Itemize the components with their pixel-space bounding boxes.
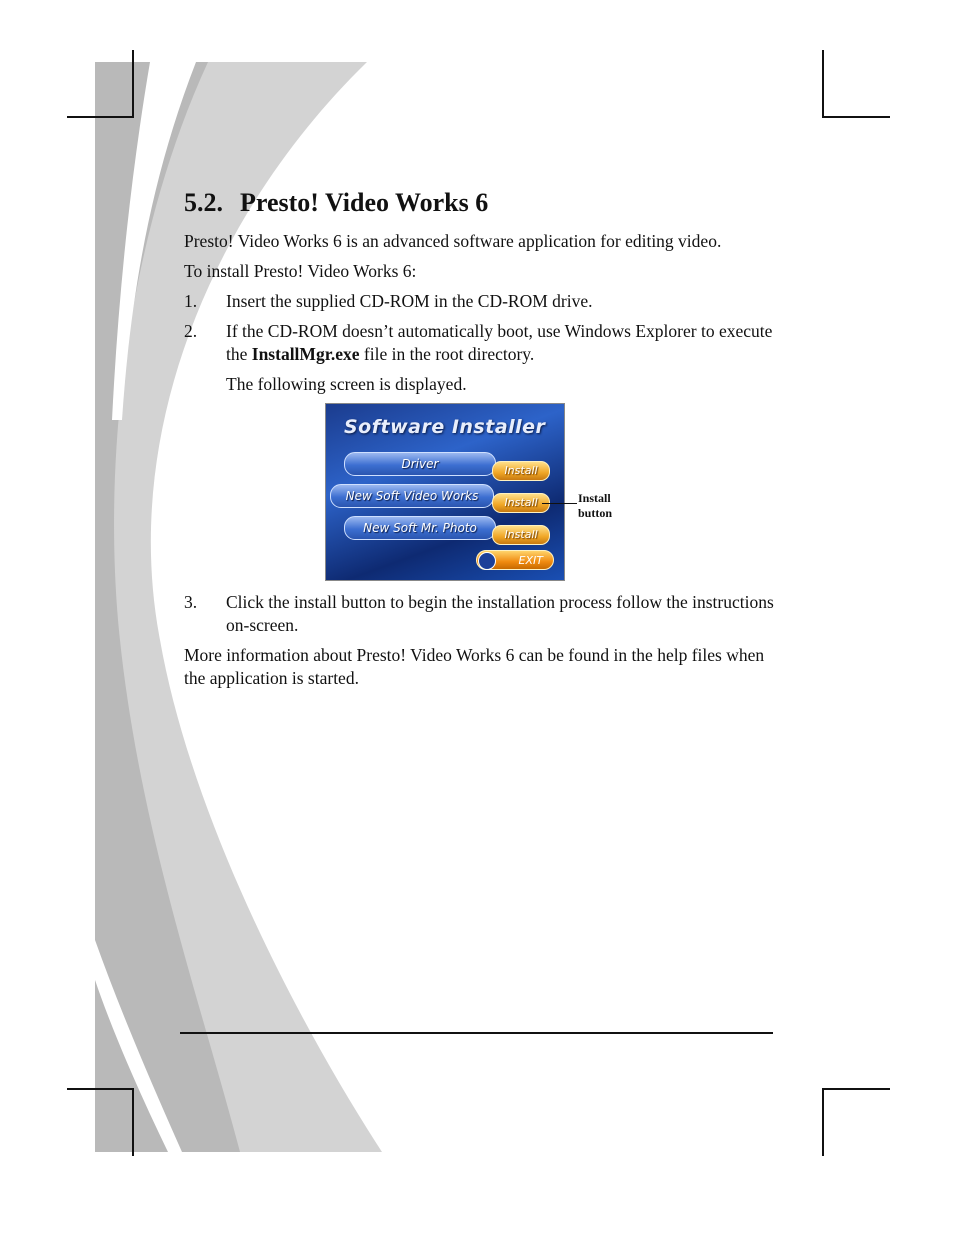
screen-note: The following screen is displayed. [226, 374, 467, 394]
page-content [184, 186, 774, 697]
crop-mark-bl-v [132, 1088, 134, 1156]
callout-leader-line [542, 503, 577, 504]
step-text-after: file in the root directory. [359, 344, 535, 364]
step-2 [184, 320, 774, 366]
crop-mark-tr-h [822, 116, 890, 118]
intro-paragraph: Presto! Video Works 6 is an advanced software application for editing video. [184, 231, 722, 251]
crop-mark-bl-h [67, 1088, 134, 1090]
section-heading [184, 186, 774, 220]
footer-rule [180, 1032, 773, 1034]
installer-item-driver: Driver [344, 452, 496, 476]
step-3 [184, 591, 774, 637]
crop-mark-tr-v [822, 50, 824, 117]
step-text-before: If the CD-ROM doesn’t automatically boot, use Windows Explorer to execute the [226, 321, 773, 364]
section-title: Presto! Video Works 6 [240, 188, 489, 217]
outro-paragraph: More information about Presto! Video Works 6 can be found in the help files when the application is started. [184, 645, 765, 688]
step-text: Insert the supplied CD-ROM in the CD-ROM drive. [226, 291, 593, 311]
install-button-mr-photo[interactable]: Install [492, 525, 550, 545]
step-number: 3. [184, 592, 198, 612]
installer-figure [184, 403, 774, 583]
install-lead: To install Presto! Video Works 6: [184, 261, 417, 281]
crop-mark-tl-h [67, 116, 134, 118]
step-1 [184, 290, 774, 313]
crop-mark-tl-v [132, 50, 134, 117]
installer-item-mr-photo: New Soft Mr. Photo [344, 516, 496, 540]
installer-title: Software Installer [344, 416, 546, 438]
callout-line-2: button [578, 506, 613, 520]
step-number: 1. [184, 291, 198, 311]
exit-icon [478, 552, 496, 570]
filename-bold: InstallMgr.exe [251, 344, 360, 364]
exit-button[interactable]: EXIT [476, 550, 554, 570]
step-number: 2. [184, 321, 198, 341]
step-text: Click the install button to begin the installation process follow the instructions on-screen. [226, 592, 774, 635]
install-button-driver[interactable]: Install [492, 461, 550, 481]
install-button-callout [578, 491, 612, 521]
crop-mark-br-h [822, 1088, 890, 1090]
install-button-video-works[interactable]: Install [492, 493, 550, 513]
crop-mark-br-v [822, 1088, 824, 1156]
section-number: 5.2. [184, 188, 223, 217]
callout-line-1: Install [578, 491, 611, 505]
installer-screenshot [325, 403, 565, 581]
installer-item-video-works: New Soft Video Works [330, 484, 494, 508]
